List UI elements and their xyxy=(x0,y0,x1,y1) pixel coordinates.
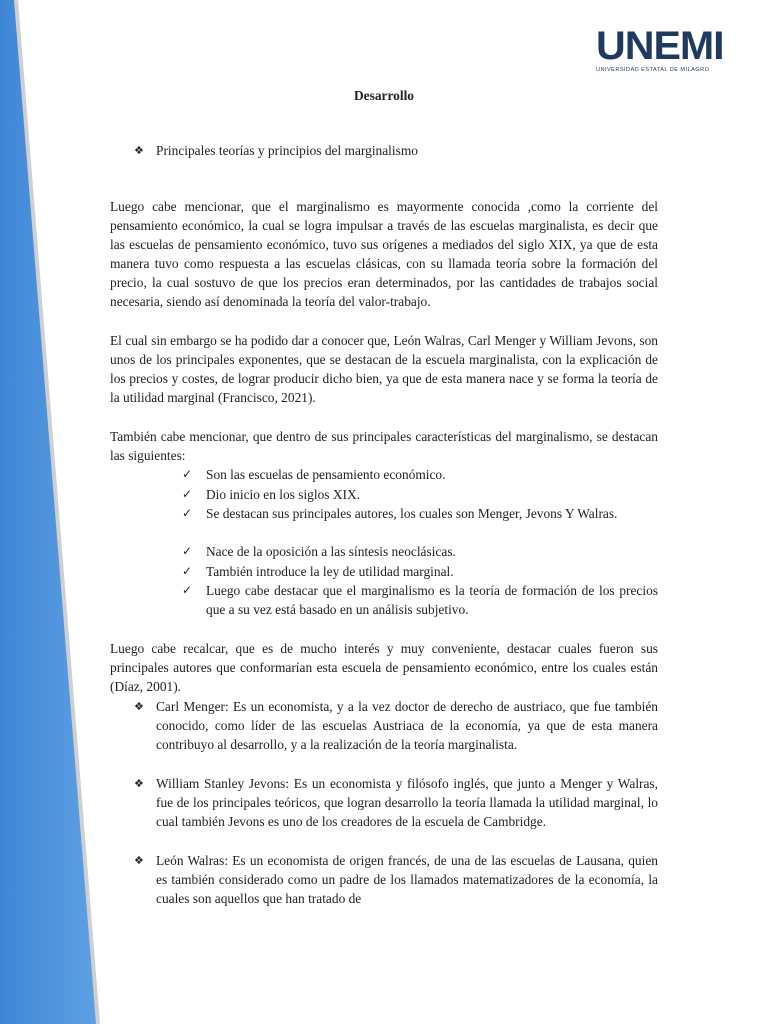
paragraph-2: El cual sin embargo se ha podido dar a conocer que, León Walras, Carl Menger y William Jevons, son unos de los principales exponentes, que se destacan de la escuela marginalista, con la explicación de los precios y costes, de lograr producir dicho bien, ya que de esta manera nace y se forma la teoría de la utilidad marginal (Francisco, 2021). xyxy=(110,333,658,405)
list-item: ✓ Nace de la oposición a las síntesis neoclásicas. xyxy=(182,544,456,559)
checkmark-icon: ✓ xyxy=(182,583,193,597)
decorative-side-band xyxy=(0,0,110,1024)
unemi-logo xyxy=(596,26,738,73)
list-item: ❖ Carl Menger: Es un economista, y a la vez doctor de derecho de austriaco, que fue también conocido, como líder de las escuelas Austriaca de la economía, ya que de esta manera contribuyo al desarrollo, y a la realización de la teoría marginalista. xyxy=(134,699,658,752)
list-item: ✓ Se destacan sus principales autores, los cuales son Menger, Jevons Y Walras. xyxy=(182,506,618,521)
paragraph-1: Luego cabe mencionar, que el marginalismo es mayormente conocida ,como la corriente del pensamiento económico, la cual se logra impulsar a través de las escuelas marginalista, es decir que las escuelas de pensamiento económico, tuvo sus orígenes a mediados del siglo XIX, ya que de esta manera tuvo como respuesta a las escuelas clásicas, con su llamada teoría sobre la formación del precio, la cual sostuvo de que los precios eran determinados, por las cantidades de trabajos social necesaria, siendo así denominada la teoría del valor-trabajo. xyxy=(110,199,658,309)
diamond-bullet-icon: ❖ xyxy=(134,144,144,157)
section-heading: Desarrollo xyxy=(354,88,414,103)
checkmark-icon: ✓ xyxy=(182,506,193,520)
checkmark-icon: ✓ xyxy=(182,467,193,481)
list-item: ✓ También introduce la ley de utilidad marginal. xyxy=(182,564,454,579)
diamond-bullet-icon: ❖ xyxy=(134,854,144,867)
list-item: ❖ León Walras: Es un economista de origen francés, de una de las escuelas de Lausana, quien es también considerado como un padre de los llamados matematizadores de la economía, la cuales son aquellos que han tratado de xyxy=(134,853,658,906)
list-item: ✓ Son las escuelas de pensamiento económico. xyxy=(182,467,446,482)
list-item: ✓ Dio inicio en los siglos XIX. xyxy=(182,487,360,502)
list-item: ❖ William Stanley Jevons: Es un economista y filósofo inglés, que junto a Menger y Walras, fue de los principales teóricos, que logran desarrollo la teoría llamada la utilidad marginal, lo cual también Jevons es uno de los creadores de la escuela de Cambridge. xyxy=(134,776,658,829)
diamond-bullet-icon: ❖ xyxy=(134,777,144,790)
paragraph-4: Luego cabe recalcar, que es de mucho interés y muy conveniente, destacar cuales fueron sus principales autores que conformarían esta escuela de pensamiento económico, entre los cuales están (Díaz, 2001). xyxy=(110,641,658,694)
checkmark-icon: ✓ xyxy=(182,544,193,558)
diamond-bullet-icon: ❖ xyxy=(134,700,144,713)
list-item: ✓ Luego cabe destacar que el marginalismo es la teoría de formación de los precios que a su vez está basado en un análisis subjetivo. xyxy=(182,583,658,617)
logo-wordmark: UNEMI xyxy=(596,24,724,68)
checkmark-icon: ✓ xyxy=(182,487,193,501)
checkmark-icon: ✓ xyxy=(182,564,193,578)
logo-subtitle: UNIVERSIDAD ESTATAL DE MILAGRO xyxy=(596,67,710,73)
section-bullet xyxy=(134,141,634,160)
paragraph-3: También cabe mencionar, que dentro de sus principales características del marginalismo, se destacan las siguientes: xyxy=(110,429,658,463)
section-bullet-text: Principales teorías y principios del marginalismo xyxy=(156,143,418,158)
